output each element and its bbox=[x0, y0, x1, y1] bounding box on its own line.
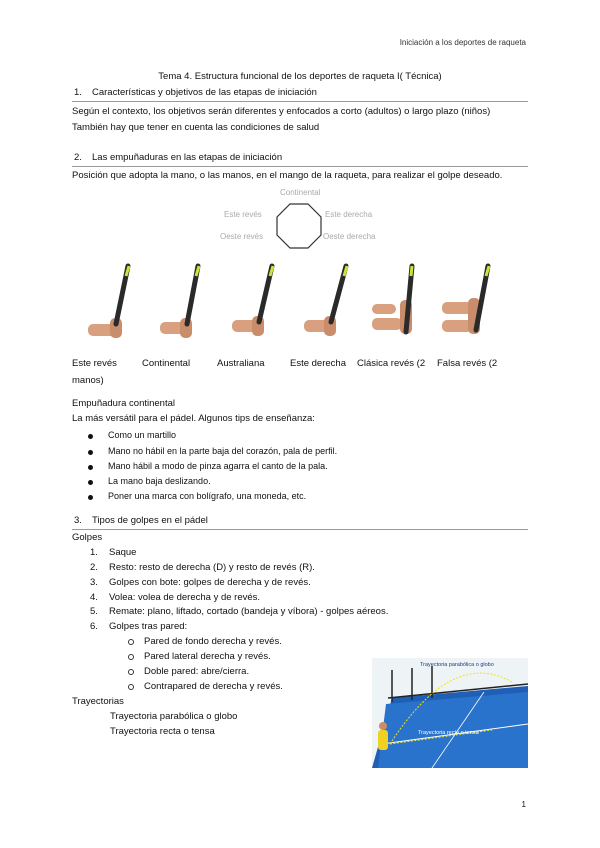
octagon-label-left-top: Este revés bbox=[224, 210, 262, 219]
subheading: Golpes bbox=[72, 532, 103, 543]
grip-caption: Australiana bbox=[217, 358, 265, 369]
octagon-label-top: Continental bbox=[280, 188, 321, 197]
grip-photo-falsa-reves bbox=[442, 262, 498, 344]
grip-caption: Este revés bbox=[72, 358, 117, 369]
section-title: Las empuñaduras en las etapas de iniciación bbox=[92, 152, 283, 163]
grip-caption: Clásica revés (2 bbox=[357, 358, 426, 369]
grip-caption-wrap: manos) bbox=[72, 375, 104, 386]
section-3-heading bbox=[74, 515, 208, 526]
court-label-parabolic: Trayectoria parabólica o globo bbox=[420, 662, 494, 668]
padel-court-illustration bbox=[372, 658, 528, 768]
paragraph: La más versátil para el pádel. Algunos tips de enseñanza: bbox=[72, 413, 315, 424]
grip-caption: Continental bbox=[142, 358, 191, 369]
subheading: Empuñadura continental bbox=[72, 398, 175, 409]
grip-photo-este-reves bbox=[88, 262, 144, 344]
paragraph: Posición que adopta la mano, o las manos, en el mango de la raqueta, para realizar el golpe deseado. bbox=[72, 170, 503, 181]
section-number: 2. bbox=[74, 152, 82, 163]
list-item: Trayectoria recta o tensa bbox=[110, 726, 215, 737]
grip-photo-continental bbox=[160, 262, 216, 344]
section-title: Tipos de golpes en el pádel bbox=[92, 515, 208, 526]
octagon-label-right-top: Este derecha bbox=[325, 210, 373, 219]
section-rule bbox=[72, 529, 528, 530]
grip-photo-clasica-reves bbox=[370, 262, 426, 344]
grip-photo-este-derecha bbox=[304, 262, 360, 344]
grip-caption: Falsa revés (2 bbox=[437, 358, 498, 369]
page-title: Tema 4. Estructura funcional de los deportes de raqueta I( Técnica) bbox=[158, 71, 442, 82]
octagon-diagram bbox=[276, 203, 322, 249]
subheading: Trayectorias bbox=[72, 696, 124, 707]
section-number: 1. bbox=[74, 87, 82, 98]
octagon-label-left-bottom: Oeste revés bbox=[220, 232, 264, 241]
section-1-heading bbox=[74, 87, 317, 98]
list-item: Trayectoria parabólica o globo bbox=[110, 711, 238, 722]
octagon-label-right-bottom: Oeste derecha bbox=[323, 232, 376, 241]
section-rule bbox=[72, 166, 528, 167]
page-number: 1 bbox=[521, 800, 526, 809]
section-rule bbox=[72, 101, 528, 102]
section-title: Características y objetivos de las etapas de iniciación bbox=[92, 87, 317, 98]
grip-photo-australiana bbox=[232, 262, 288, 344]
section-number: 3. bbox=[74, 515, 82, 526]
section-2-heading bbox=[74, 152, 283, 163]
grip-caption: Este derecha bbox=[290, 358, 346, 369]
paragraph: También hay que tener en cuenta las condiciones de salud bbox=[72, 122, 320, 133]
running-header: Iniciación a los deportes de raqueta bbox=[399, 38, 526, 47]
paragraph: Según el contexto, los objetivos serán diferentes y enfocados a corto (adultos) o largo plazo (niños) bbox=[72, 106, 491, 117]
court-label-straight: Trayectoria recta o tensa bbox=[418, 730, 479, 736]
